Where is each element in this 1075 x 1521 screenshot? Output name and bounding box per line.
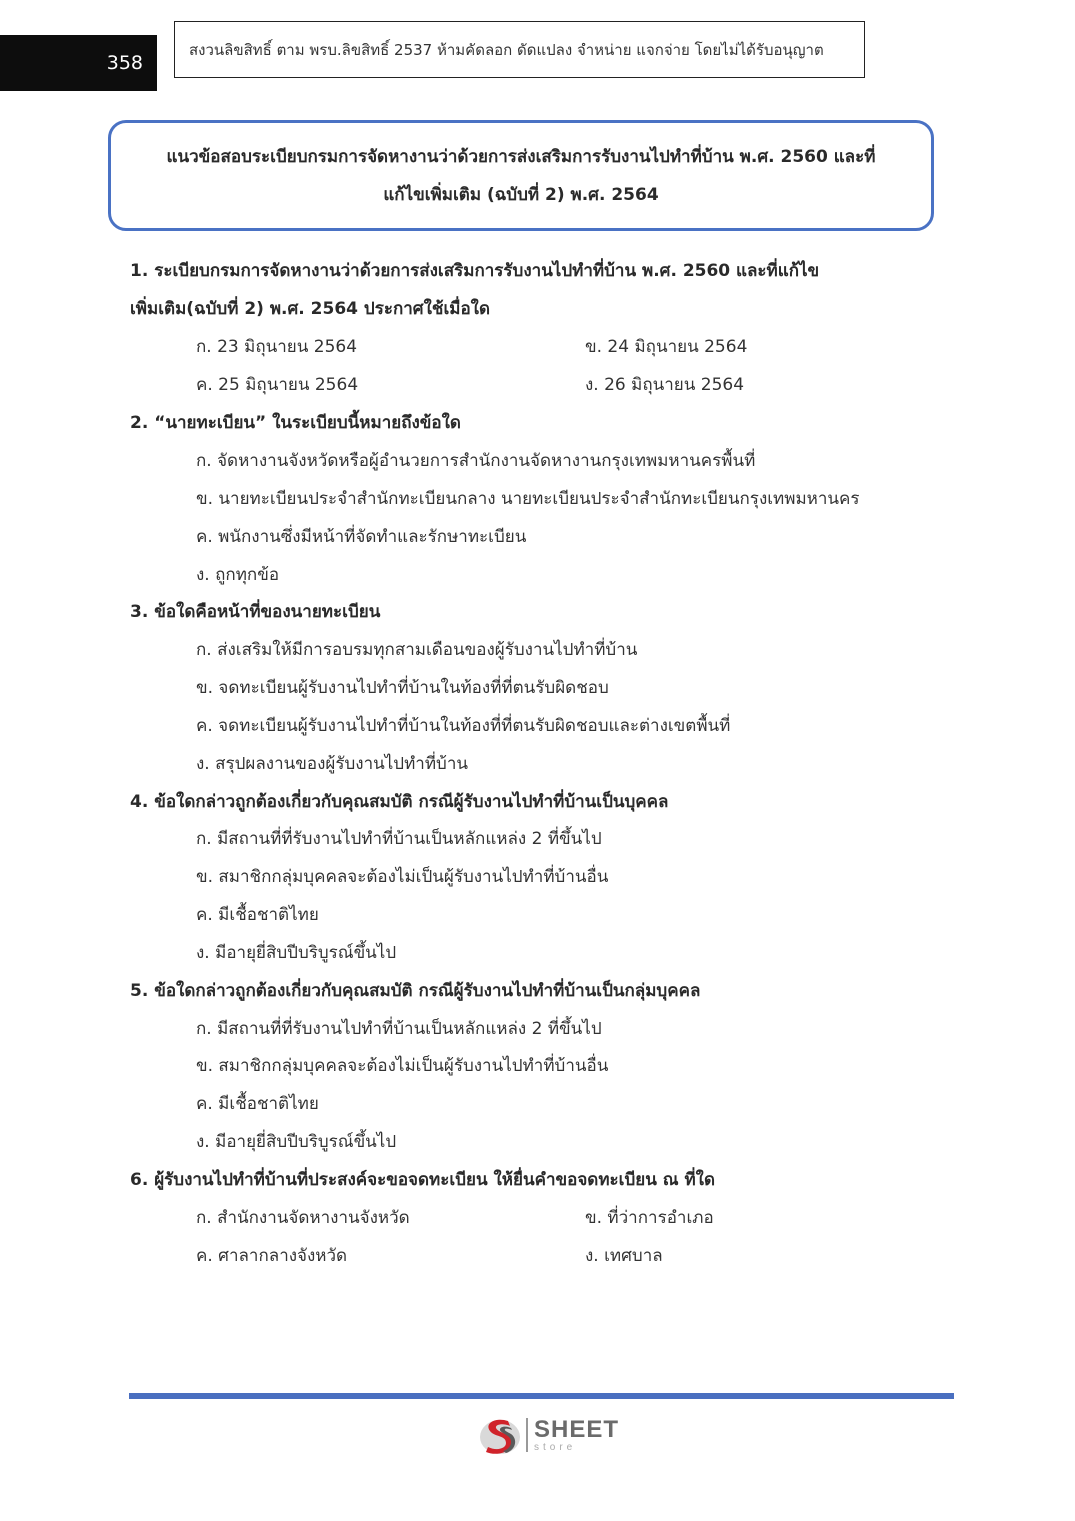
- logo-wordmark: SHEET: [534, 1415, 620, 1443]
- page-number: 358: [0, 35, 157, 91]
- q4-option-c: ค. มีเชื้อชาติไทย: [196, 905, 319, 925]
- question-2-text: 2. “นายทะเบียน” ในระเบียบนี้หมายถึงข้อใด: [130, 413, 461, 433]
- q2-option-b: ข. นายทะเบียนประจำสำนักทะเบียนกลาง นายทะเบียนประจำสำนักทะเบียนกรุงเทพมหานคร: [196, 489, 860, 509]
- q3-option-c: ค. จดทะเบียนผู้รับงานไปทำที่บ้านในท้องที่ที่ตนรับผิดชอบและต่างเขตพื้นที่: [196, 716, 731, 736]
- question-1-text: 1. ระเบียบกรมการจัดหางานว่าด้วยการส่งเสริมการรับงานไปทำที่บ้าน พ.ศ. 2560 และที่แก้ไข: [130, 261, 820, 281]
- question-4-text: 4. ข้อใดกล่าวถูกต้องเกี่ยวกับคุณสมบัติ กรณีผู้รับงานไปทำที่บ้านเป็นบุคคล: [130, 792, 669, 812]
- q2-option-a: ก. จัดหางานจังหวัดหรือผู้อำนวยการสำนักงานจัดหางานกรุงเทพมหานครพื้นที่: [196, 451, 756, 471]
- q3-option-a: ก. ส่งเสริมให้มีการอบรมทุกสามเดือนของผู้รับงานไปทำที่บ้าน: [196, 640, 638, 660]
- q5-option-a: ก. มีสถานที่ที่รับงานไปทำที่บ้านเป็นหลักแหล่ง 2 ที่ขึ้นไป: [196, 1019, 602, 1039]
- document-title-box: [108, 120, 934, 231]
- copyright-notice: สงวนลิขสิทธิ์ ตาม พรบ.ลิขสิทธิ์ 2537 ห้ามคัดลอก ดัดแปลง จำหน่าย แจกจ่าย โดยไม่ได้รับอนุญาต: [174, 21, 865, 78]
- sheet-store-s-logo-icon: [478, 1413, 522, 1457]
- q5-option-b: ข. สมาชิกกลุ่มบุคคลจะต้องไม่เป็นผู้รับงานไปทำที่บ้านอื่น: [196, 1056, 609, 1076]
- q4-option-b: ข. สมาชิกกลุ่มบุคคลจะต้องไม่เป็นผู้รับงานไปทำที่บ้านอื่น: [196, 867, 609, 887]
- q2-option-d: ง. ถูกทุกข้อ: [196, 565, 280, 585]
- q6-option-c: ค. ศาลากลางจังหวัด: [196, 1246, 348, 1266]
- q5-option-c: ค. มีเชื้อชาติไทย: [196, 1094, 319, 1114]
- q1-option-c: ค. 25 มิถุนายน 2564: [196, 375, 359, 395]
- title-line-2: แก้ไขเพิ่มเติม (ฉบับที่ 2) พ.ศ. 2564: [383, 184, 659, 205]
- footer-divider: [129, 1393, 954, 1399]
- q6-option-b: ข. ที่ว่าการอำเภอ: [585, 1208, 714, 1228]
- q1-option-b: ข. 24 มิถุนายน 2564: [585, 337, 748, 357]
- q3-option-b: ข. จดทะเบียนผู้รับงานไปทำที่บ้านในท้องที่ที่ตนรับผิดชอบ: [196, 678, 609, 698]
- sheet-store-logo: [478, 1412, 619, 1458]
- q1-option-d: ง. 26 มิถุนายน 2564: [585, 375, 745, 395]
- question-5-text: 5. ข้อใดกล่าวถูกต้องเกี่ยวกับคุณสมบัติ กรณีผู้รับงานไปทำที่บ้านเป็นกลุ่มบุคคล: [130, 981, 701, 1001]
- question-3-text: 3. ข้อใดคือหน้าที่ของนายทะเบียน: [130, 602, 381, 622]
- question-6-text: 6. ผู้รับงานไปทำที่บ้านที่ประสงค์จะขอจดทะเบียน ให้ยื่นคำขอจดทะเบียน ณ ที่ใด: [130, 1170, 715, 1190]
- title-line-1: แนวข้อสอบระเบียบกรมการจัดหางานว่าด้วยการส่งเสริมการรับงานไปทำที่บ้าน พ.ศ. 2560 และที่: [166, 146, 876, 167]
- q6-option-a: ก. สำนักงานจัดหางานจังหวัด: [196, 1208, 410, 1228]
- q4-option-d: ง. มีอายุยี่สิบปีบริบูรณ์ขึ้นไป: [196, 943, 397, 963]
- logo-subtext: store: [534, 1441, 577, 1453]
- q5-option-d: ง. มีอายุยี่สิบปีบริบูรณ์ขึ้นไป: [196, 1132, 397, 1152]
- q4-option-a: ก. มีสถานที่ที่รับงานไปทำที่บ้านเป็นหลักแหล่ง 2 ที่ขึ้นไป: [196, 829, 602, 849]
- q3-option-d: ง. สรุปผลงานของผู้รับงานไปทำที่บ้าน: [196, 754, 468, 774]
- q1-option-a: ก. 23 มิถุนายน 2564: [196, 337, 358, 357]
- question-1-text-cont: เพิ่มเติม(ฉบับที่ 2) พ.ศ. 2564 ประกาศใช้เมื่อใด: [130, 299, 491, 319]
- q6-option-d: ง. เทศบาล: [585, 1246, 663, 1266]
- q2-option-c: ค. พนักงานซึ่งมีหน้าที่จัดทำและรักษาทะเบียน: [196, 527, 527, 547]
- logo-separator: [526, 1418, 528, 1452]
